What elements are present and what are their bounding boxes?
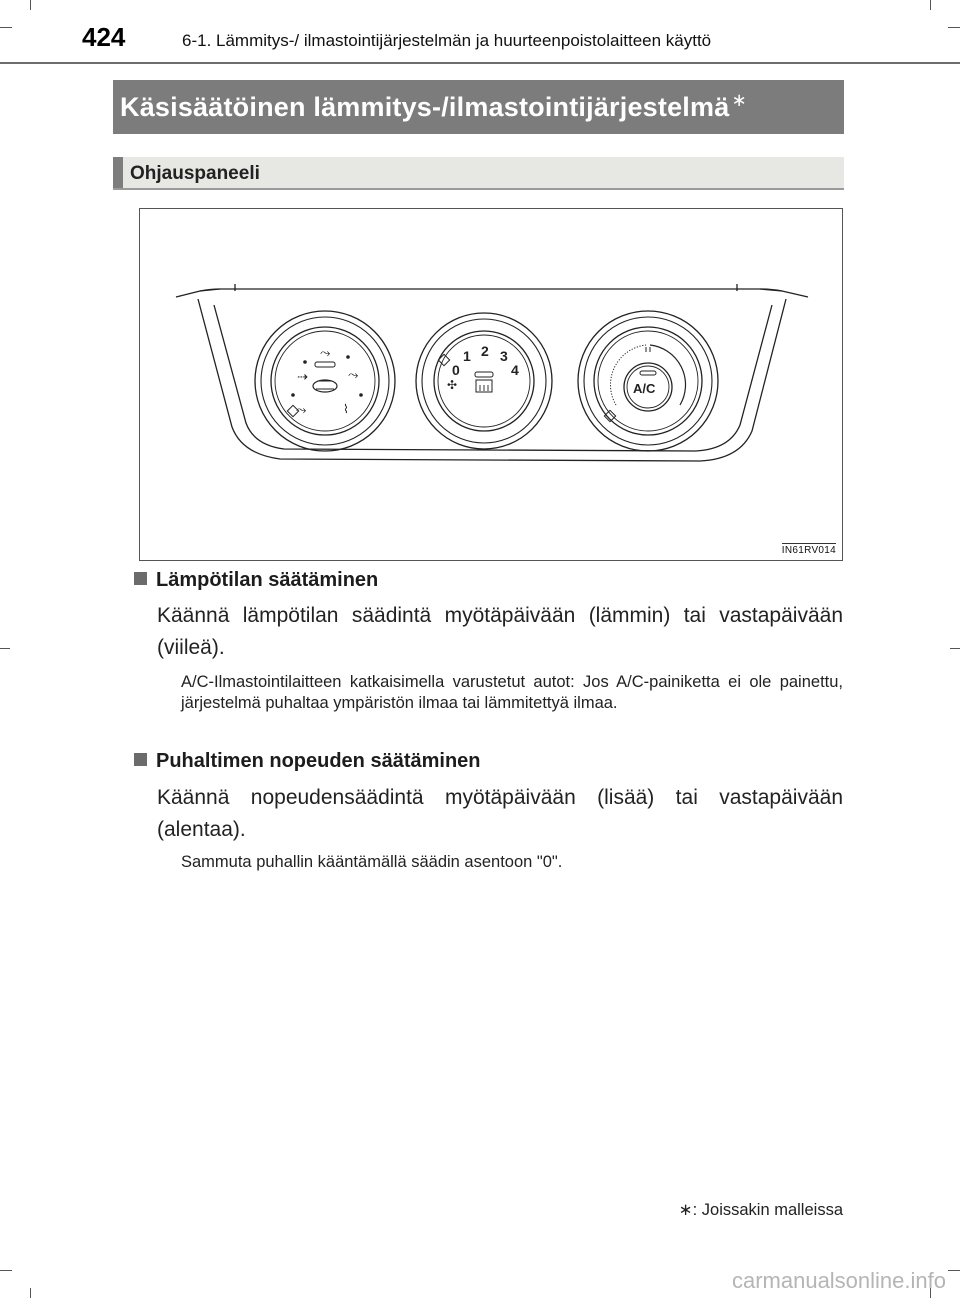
subsection-marker — [113, 157, 123, 188]
section-heading-temperature: Lämpötilan säätäminen — [134, 569, 378, 592]
section-title-bar — [113, 80, 844, 134]
crop-mark — [950, 648, 960, 649]
panel-top-edge — [176, 289, 808, 297]
chapter-title: 6-1. Lämmitys-/ ilmastointijärjestelmän ja huurteenpoistolaitteen käyttö — [182, 31, 712, 50]
bullet-square-icon — [134, 572, 147, 585]
subsection-bar — [113, 157, 844, 190]
footnote — [679, 1200, 843, 1220]
bullet-square-icon — [134, 753, 147, 766]
control-panel-figure — [139, 208, 843, 561]
watermark: carmanualsonline.info — [731, 1268, 946, 1293]
feet-defrost-icon: ⤳ — [296, 402, 307, 417]
fan-speed-3: 3 — [500, 348, 508, 364]
fan-speed-note: Sammuta puhallin kääntämällä säädin asentoon "0". — [181, 853, 563, 871]
control-panel-illustration — [140, 209, 842, 560]
temperature-note: A/C-Ilmastointilaitteen katkaisimella varustetut autot: Jos A/C-painiketta ei ole painettu, järjestelmä puhaltaa ympäristön ilmaa tai lämmitettyä ilmaa. — [181, 673, 843, 712]
fan-icon: ✣ — [447, 378, 458, 392]
face-vent-icon: ⇢ — [297, 369, 308, 384]
figure-code: IN61RV014 — [781, 545, 836, 556]
feet-icon: ⤳ — [348, 367, 359, 382]
crop-mark — [0, 27, 12, 28]
crop-mark — [0, 648, 10, 649]
fan-speed-0: 0 — [452, 362, 460, 378]
fan-speed-2: 2 — [481, 343, 489, 359]
mode-knob[interactable] — [255, 311, 395, 451]
section-heading-fan-speed: Puhaltimen nopeuden säätäminen — [134, 750, 481, 773]
crop-mark — [30, 1288, 31, 1298]
fan-speed-4: 4 — [511, 362, 519, 378]
panel-tick-lines — [235, 284, 737, 291]
fan-speed-knob[interactable] — [416, 313, 552, 449]
header-divider — [0, 62, 960, 64]
crop-mark — [930, 0, 931, 10]
section-title: Käsisäätöinen lämmitys-/ilmastointijärjestelmä — [120, 92, 730, 122]
crop-mark — [948, 27, 960, 28]
defrost-icon: ⌇ — [343, 402, 349, 416]
footnote-asterisk: ∗ — [678, 1201, 693, 1219]
page-number: 424 — [82, 22, 126, 52]
crop-mark — [0, 1270, 12, 1271]
fan-speed-1: 1 — [463, 348, 471, 364]
bilevel-icon: ⤳ — [320, 345, 331, 360]
temperature-instruction: Käännä lämpötilan säädintä myötäpäivään (lämmin) tai vastapäivään (viileä). — [157, 604, 843, 659]
crop-mark — [948, 1270, 960, 1271]
fan-speed-instruction: Käännä nopeudensäädintä myötäpäivään (lisää) tai vastapäivään (alentaa). — [157, 786, 843, 841]
asterisk-mark: ∗ — [731, 90, 747, 110]
subsection-title: Ohjauspaneeli — [130, 163, 260, 184]
ac-button-label[interactable]: A/C — [633, 381, 656, 396]
crop-mark — [30, 0, 31, 10]
footnote-text: : Joissakin malleissa — [692, 1201, 843, 1219]
